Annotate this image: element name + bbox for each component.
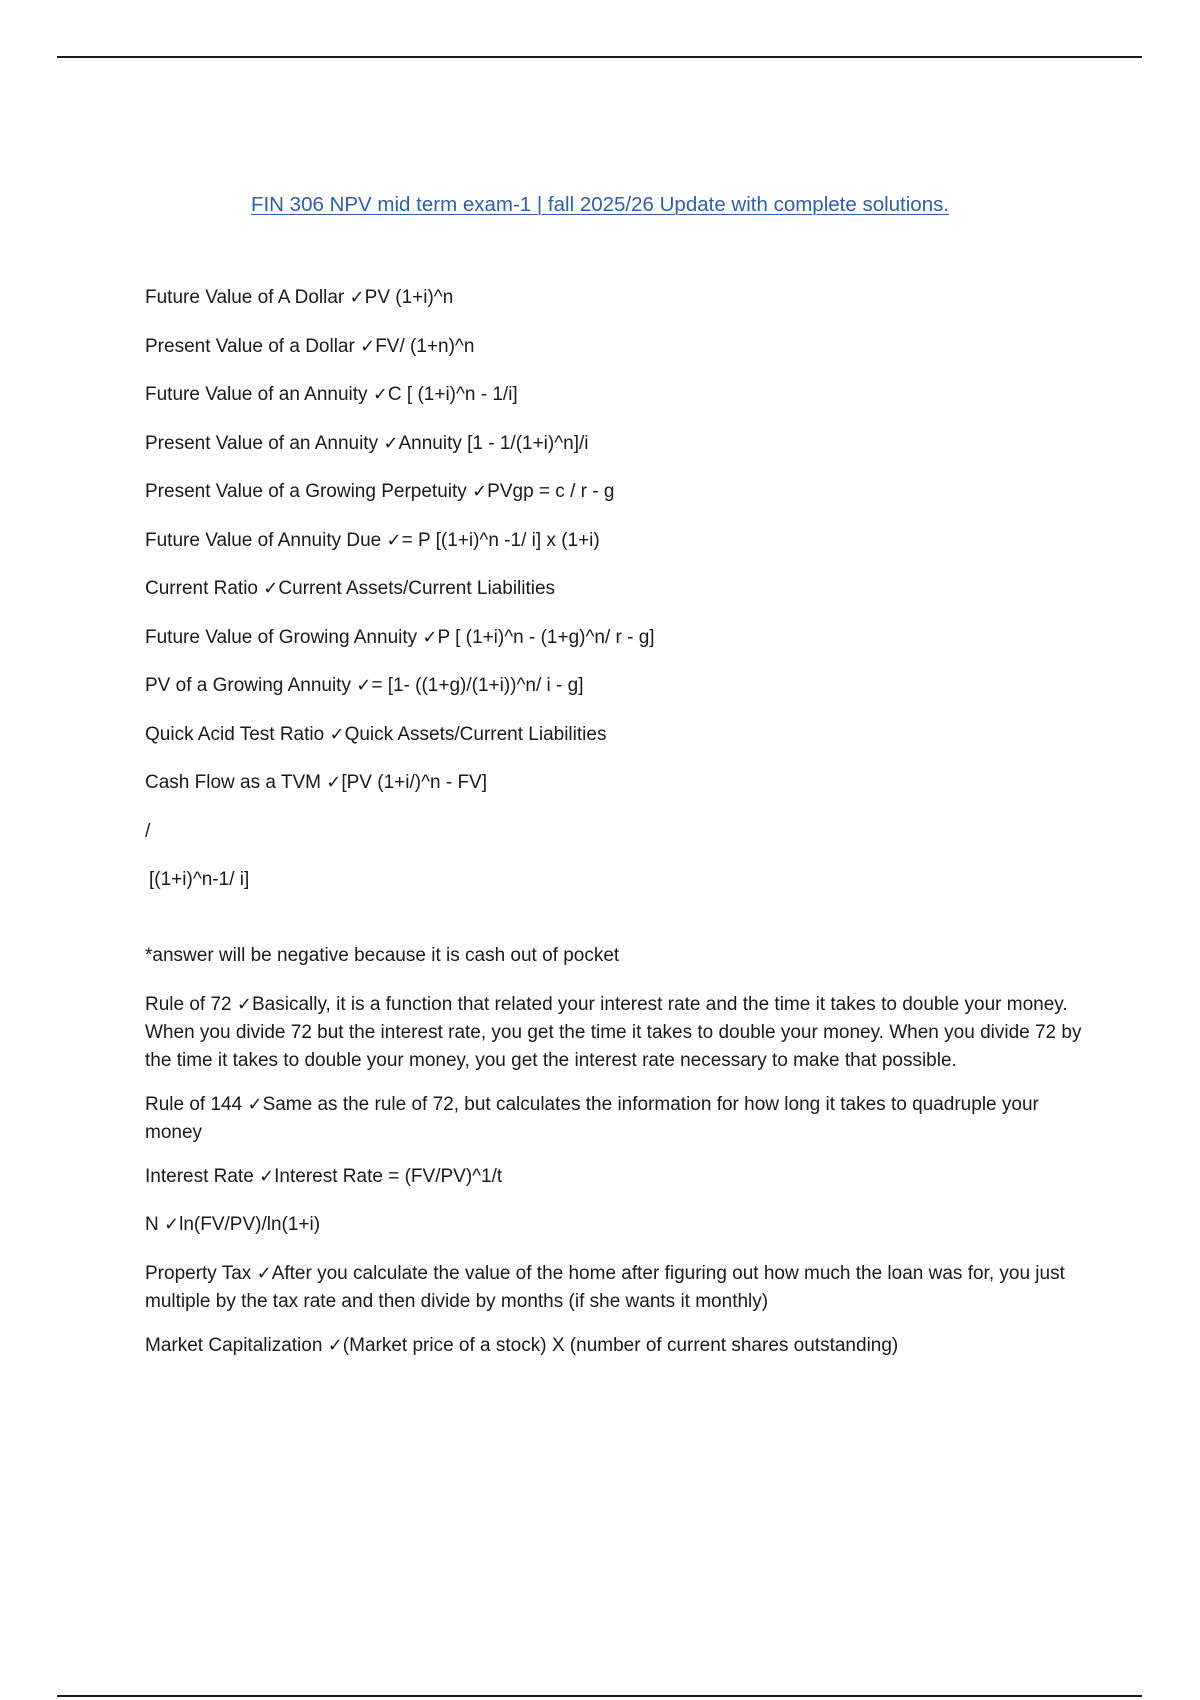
- definition: After you calculate the value of the home after figuring out how much the loan was for, you just multiple by the tax rate and then divide by months (if she wants it monthly): [145, 1262, 1065, 1312]
- definition: [PV (1+i/)^n - FV]: [341, 772, 488, 793]
- term: Rule of 144: [145, 1093, 243, 1115]
- definition: Interest Rate = (FV/PV)^1/t: [274, 1165, 503, 1187]
- check-icon: ✓: [164, 1214, 180, 1235]
- check-icon: ✓: [349, 287, 365, 308]
- term: PV of a Growing Annuity: [145, 675, 351, 696]
- definition: P [ (1+i)^n - (1+g)^n/ r - g]: [437, 626, 655, 648]
- term: N: [145, 1214, 159, 1235]
- list-item: [145, 575, 1095, 603]
- definition: C [ (1+i)^n - 1/i]: [387, 384, 518, 405]
- term: Market Capitalization: [145, 1334, 323, 1356]
- check-icon: ✓: [356, 675, 372, 696]
- title-link[interactable]: FIN 306 NPV mid term exam-1 | fall 2025/26 Update with complete solutions.: [250, 193, 950, 216]
- list-item: [145, 1260, 1095, 1316]
- list-item: [145, 769, 1095, 797]
- list-item: [145, 721, 1095, 749]
- definition: PVgp = c / r - g: [487, 481, 615, 502]
- definition: Same as the rule of 72, but calculates the information for how long it takes to quadruple your money: [145, 1093, 1039, 1143]
- term: Future Value of Annuity Due: [145, 529, 382, 551]
- cash-flow-note: *answer will be negative because it is cash out of pocket: [145, 945, 620, 966]
- footer-rule: [57, 1695, 1142, 1697]
- list-item: [145, 284, 1095, 312]
- term: Future Value of an Annuity: [145, 384, 368, 405]
- term: Present Value of a Dollar: [145, 335, 355, 357]
- definition: Annuity [1 - 1/(1+i)^n]/i: [398, 432, 589, 454]
- list-item: [145, 430, 1095, 458]
- term: Interest Rate: [145, 1165, 254, 1187]
- cash-flow-slash: /: [145, 820, 151, 842]
- definition: ln(FV/PV)/ln(1+i): [179, 1214, 321, 1235]
- term: Future Value of A Dollar: [145, 287, 345, 308]
- definition: Basically, it is a function that related your interest rate and the time it takes to double your money. When you divide 72 but the interest rate, you get the time it takes to double your money. When you divide 72 by the time it takes to double your money, you get the interest rate necessary to make that possible.: [145, 993, 1082, 1071]
- definition: = P [(1+i)^n -1/ i] x (1+i): [401, 529, 600, 551]
- list-item: [145, 1163, 1095, 1191]
- list-item: [145, 991, 1095, 1075]
- list-item: [145, 1211, 1095, 1239]
- list-item: [145, 624, 1095, 652]
- list-item: [145, 672, 1095, 700]
- check-icon: ✓: [256, 1262, 272, 1284]
- list-item: [145, 1332, 1095, 1360]
- check-icon: ✓: [263, 578, 279, 599]
- check-icon: ✓: [326, 772, 342, 793]
- check-icon: ✓: [247, 1093, 263, 1115]
- list-item: [145, 478, 1095, 506]
- definition: = [1- ((1+g)/(1+i))^n/ i - g]: [371, 675, 584, 696]
- term: Present Value of an Annuity: [145, 432, 379, 454]
- check-icon: ✓: [236, 993, 252, 1015]
- term: Quick Acid Test Ratio: [145, 723, 325, 745]
- check-icon: ✓: [386, 529, 402, 551]
- flashcard-list: [145, 284, 1095, 1380]
- term: Future Value of Growing Annuity: [145, 626, 418, 648]
- check-icon: ✓: [327, 1334, 343, 1356]
- term: Property Tax: [145, 1262, 252, 1284]
- list-item: [145, 381, 1095, 409]
- definition: Current Assets/Current Liabilities: [278, 578, 556, 599]
- check-icon: ✓: [360, 335, 376, 357]
- term: Present Value of a Growing Perpetuity: [145, 481, 467, 502]
- check-icon: ✓: [329, 723, 345, 745]
- check-icon: ✓: [422, 626, 438, 648]
- term: Rule of 72: [145, 993, 232, 1015]
- definition: FV/ (1+n)^n: [375, 335, 475, 357]
- definition: (Market price of a stock) X (number of current shares outstanding): [342, 1334, 899, 1356]
- list-item: [145, 1091, 1095, 1147]
- list-item: [145, 527, 1095, 555]
- check-icon: ✓: [472, 481, 488, 502]
- list-item: [145, 333, 1095, 361]
- term: Current Ratio: [145, 578, 258, 599]
- cash-flow-denominator: [(1+i)^n-1/ i]: [149, 869, 250, 890]
- check-icon: ✓: [259, 1165, 275, 1187]
- check-icon: ✓: [372, 384, 388, 405]
- definition: Quick Assets/Current Liabilities: [344, 723, 607, 745]
- term: Cash Flow as a TVM: [145, 772, 321, 793]
- check-icon: ✓: [383, 432, 399, 454]
- header-rule: [57, 56, 1142, 58]
- definition: PV (1+i)^n: [364, 287, 454, 308]
- page-title: [0, 190, 1200, 220]
